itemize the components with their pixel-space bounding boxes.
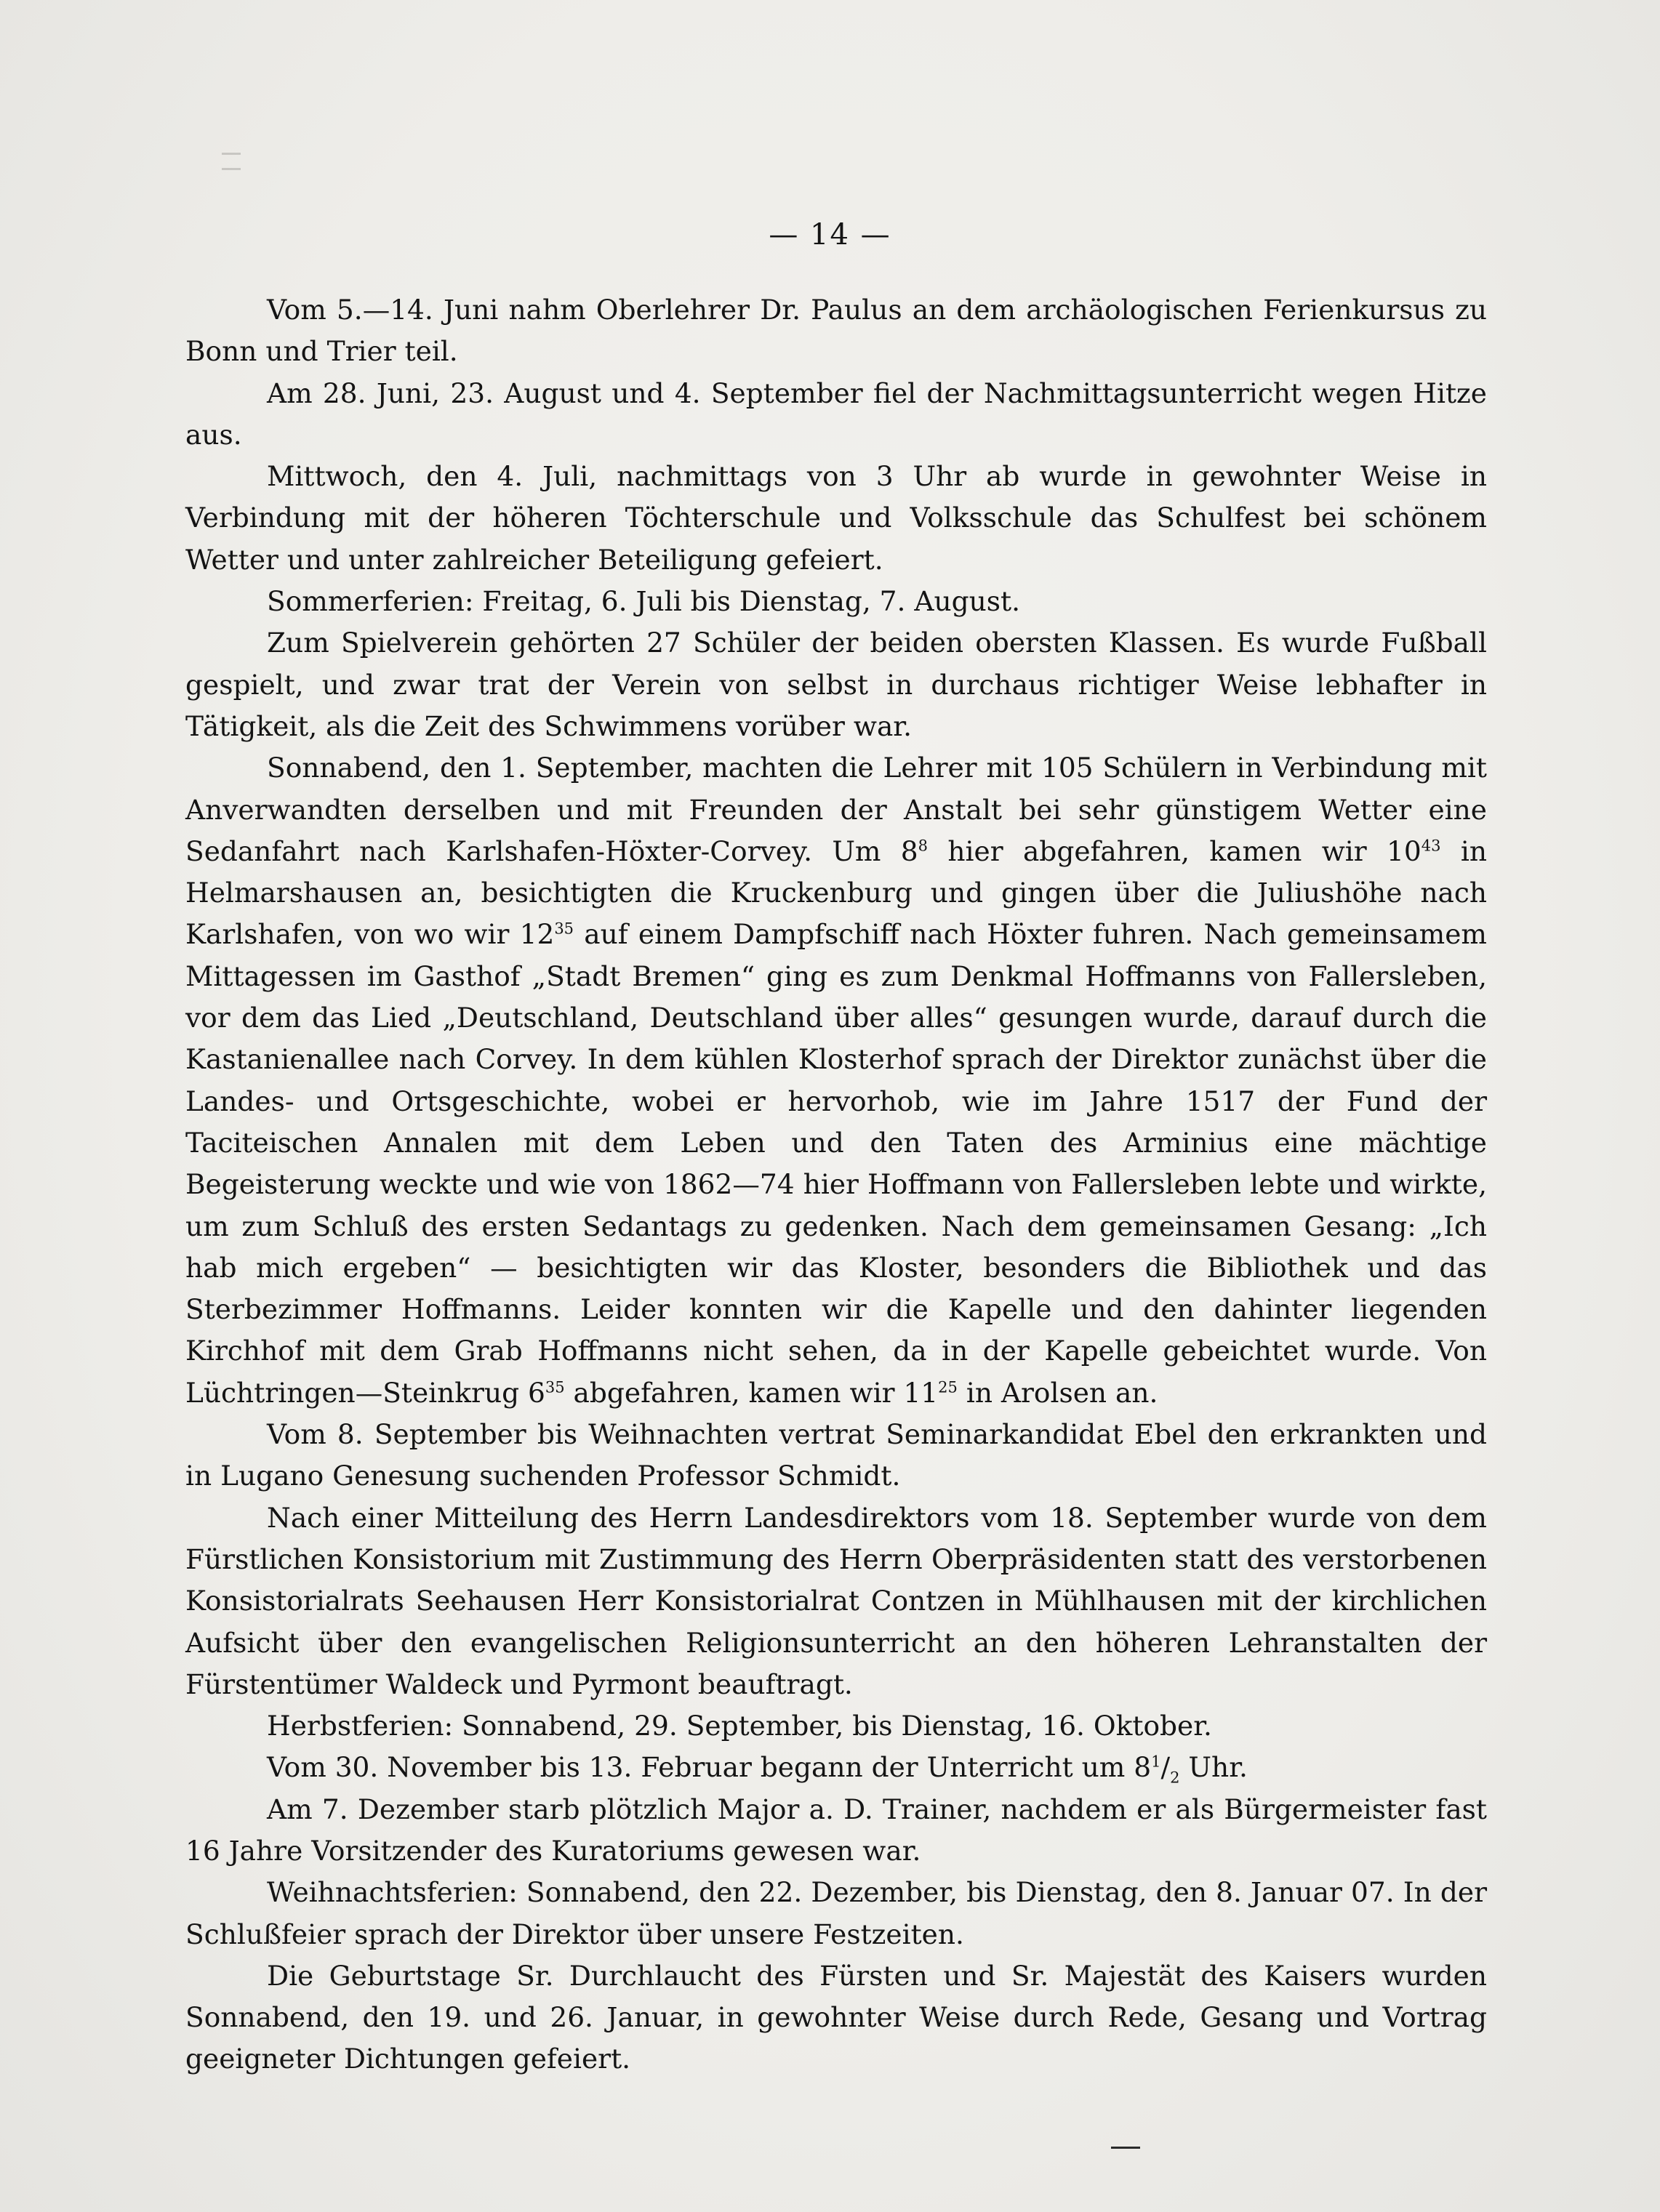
time-superscript: 8 <box>918 837 929 855</box>
paragraph: Vom 5.—14. Juni nahm Oberlehrer Dr. Paulus an dem archäologischen Ferienkursus zu Bonn und Trier teil. <box>185 294 1487 368</box>
fraction-numerator: 1 <box>1151 1753 1161 1771</box>
footer-rule <box>1111 2147 1140 2149</box>
paragraph: Nach einer Mitteilung des Herrn Landesdirektors vom 18. September wurde von dem Fürstlichen Konsistorium mit Zustimmung des Herrn Oberpräsidenten statt des verstorbenen Konsistorialrats Seehausen Herr Konsistorialrat Contzen in Mühlhausen mit der kirchlichen Aufsicht über den evangelischen Religionsunterricht an den höheren Lehranstalten der Fürstentümer Waldeck und Pyrmont beauftragt. <box>185 1501 1487 1700</box>
time-superscript: 43 <box>1421 837 1441 855</box>
time-superscript: 35 <box>554 920 574 938</box>
time-superscript: 25 <box>938 1378 958 1396</box>
page-number: — 14 — <box>769 218 891 252</box>
paragraph: Zum Spielverein gehörten 27 Schüler der beiden obersten Klassen. Es wurde Fußball gespielt, und zwar trat der Verein von selbst in durchaus richtiger Weise lebhafter in Tätigkeit, als die Zeit des Schwimmens vorüber war. <box>185 627 1487 742</box>
paragraph: Herbstferien: Sonnabend, 29. September, bis Dienstag, 16. Oktober. <box>267 1710 1212 1742</box>
time-superscript: 35 <box>545 1378 565 1396</box>
paragraph: Mittwoch, den 4. Juli, nachmittags von 3 Uhr ab wurde in gewohnter Weise in Verbindung mit der höheren Töchterschule und Volksschule das Schulfest bei schönem Wetter und unter zahlreicher Beteiligung gefeiert. <box>185 460 1487 576</box>
paragraph: Weihnachtsferien: Sonnabend, den 22. Dezember, bis Dienstag, den 8. Januar 07. In der Schlußfeier sprach der Direktor über unsere Festzeiten. <box>185 1876 1487 1950</box>
paragraph-sedanfahrt: Sonnabend, den 1. September, machten die Lehrer mit 105 Schülern in Verbindung mit Anverwandten derselben und mit Freunden der Anstalt bei sehr günstigem Wetter eine Sedanfahrt nach Karlshafen-Höxter-Corvey. Um $8^8$ hier abgefahren, kamen wir $10^{43}$ in Helmarshausen an, besichtigten die Kruckenburg und gingen über die Juliushöhe nach Karlshafen, von wo wir $12^{35}$ auf einem Dampfschiff nach Höxter fuhren. Nach gemeinsamem Mittagessen im Gasthof „Stadt Bremen“ ging es zum Denkmal Hoffmanns von Fallersleben, vor dem das Lied „Deutschland, Deutschland über alles“ gesungen wurde, darauf durch die Kastanienallee nach Corvey. In dem kühlen Klosterhof sprach der Direktor zunächst über die Landes- und Ortsgeschichte, wobei er hervorhob, wie im Jahre 1517 der Fund der Taciteischen Annalen mit dem Leben und den Taten des Arminius eine mächtige Begeisterung weckte und wie von 1862—74 hier Hoffmann von Fallersleben lebte und wirkte, um zum Schluß des ersten Sedantags zu gedenken. Nach dem gemeinsamen Gesang: „Ich hab mich ergeben“ — besichtigten wir das Kloster, besonders die Bibliothek und das Sterbezimmer Hoffmanns. Leider konnten wir die Kapelle und den dahinter liegenden Kirchhof mit dem Grab Hoffmanns nicht sehen, da in der Kapelle gebeichtet wurde. Von Lüchtringen—Steinkrug $6^{35}$ abgefahren, kamen wir $11^{25}$ in Arolsen an. <box>185 752 1487 1409</box>
paragraph: Am 7. Dezember starb plötzlich Major a. D. Trainer, nachdem er als Bürgermeister fast 16 Jahre Vorsitzender des Kuratoriums gewesen war. <box>185 1793 1487 1867</box>
paragraph: Sommerferien: Freitag, 6. Juli bis Dienstag, 7. August. <box>267 585 1020 618</box>
paragraph: Vom 8. September bis Weihnachten vertrat Seminarkandidat Ebel den erkrankten und in Lugano Genesung suchenden Professor Schmidt. <box>185 1418 1487 1492</box>
paragraph: Am 28. Juni, 23. August und 4. September fiel der Nachmittagsunterricht wegen Hitze aus. <box>185 377 1487 451</box>
margin-mark <box>222 153 241 170</box>
paragraph: Vom 30. November bis 13. Februar begann der Unterricht um $8^1/_2$ Uhr. <box>267 1751 1248 1787</box>
body-text <box>185 289 1487 2080</box>
fraction-denominator: 2 <box>1170 1769 1180 1787</box>
paragraph: Die Geburtstage Sr. Durchlaucht des Fürsten und Sr. Majestät des Kaisers wurden Sonnabend, den 19. und 26. Januar, in gewohnter Weise durch Rede, Gesang und Vortrag geeigneter Dichtungen gefeiert. <box>185 1959 1487 2075</box>
